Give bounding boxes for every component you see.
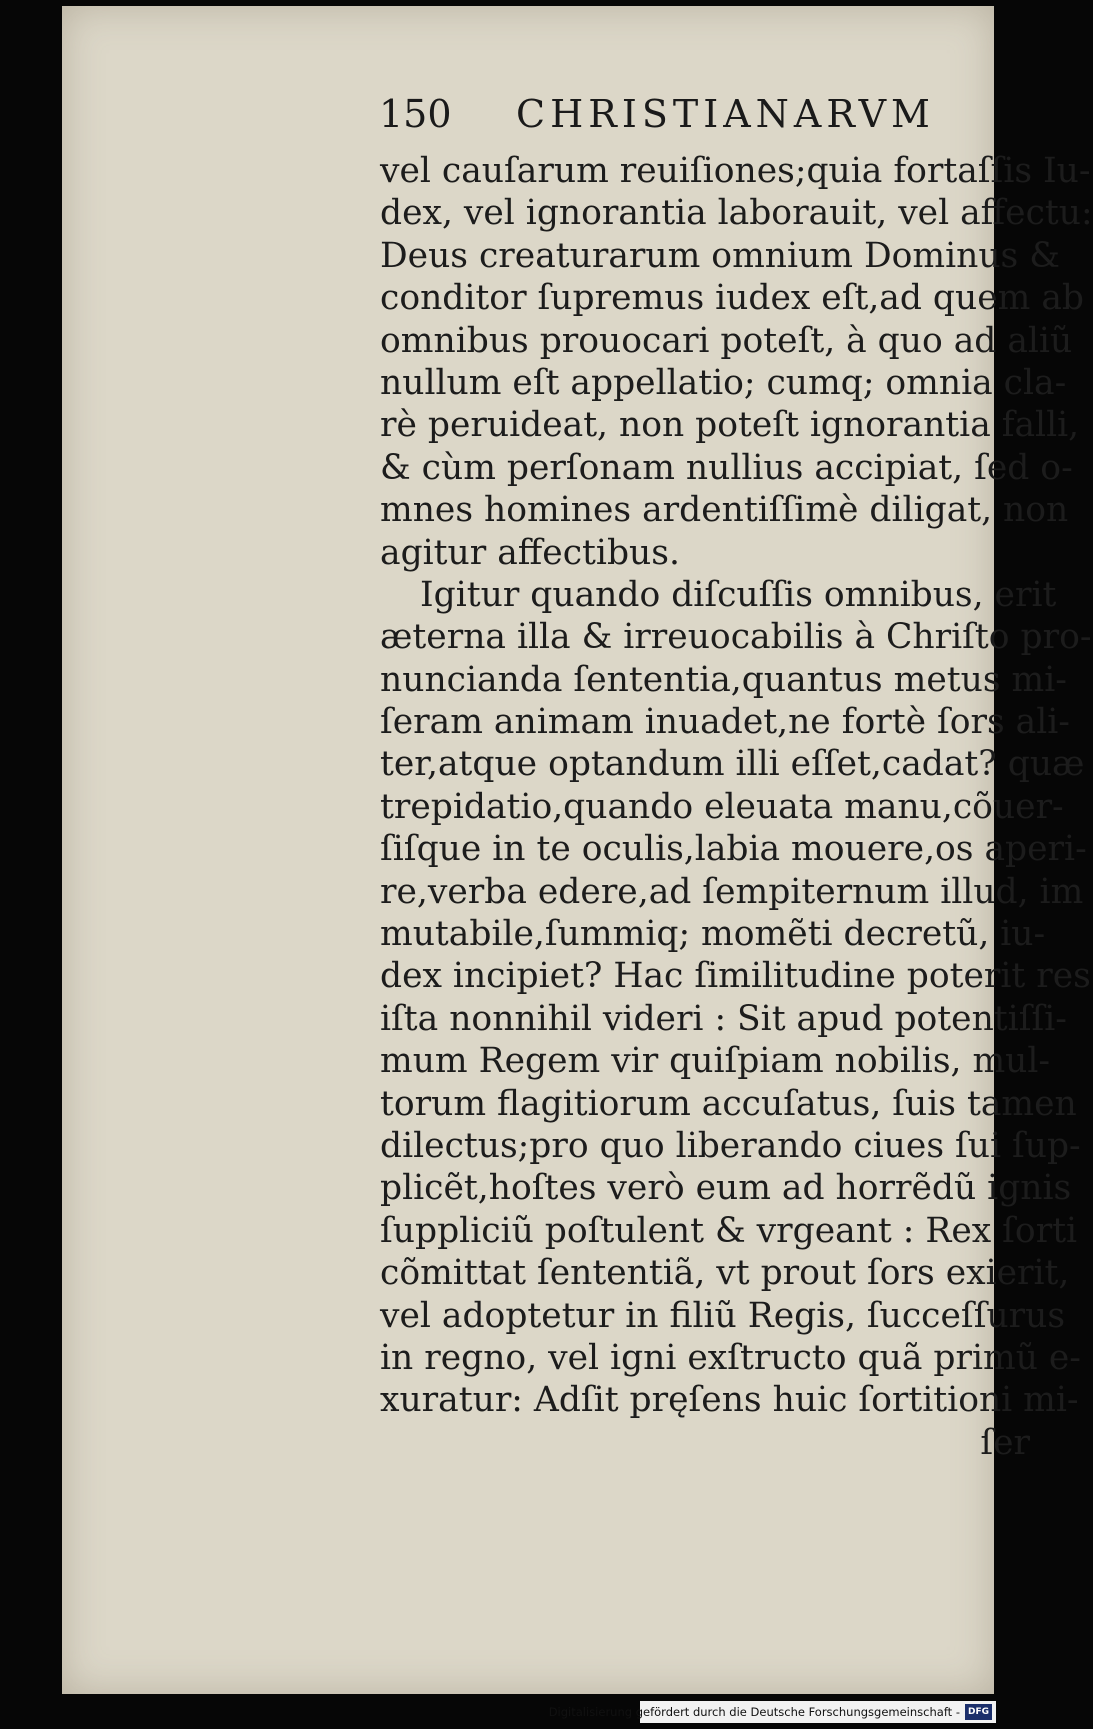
text-line: plicẽt,hoſtes verò eum ad horrẽdũ ignis — [380, 1168, 1072, 1209]
text-line: omnibus prouocari poteſt, à quo ad aliũ — [380, 320, 1073, 361]
text-line: ſeram animam inuadet,ne fortè ſors ali- — [380, 702, 1070, 743]
paragraph-start-line: Igitur quando diſcuſſis omnibus, erit — [420, 574, 1057, 615]
book-page — [62, 6, 1093, 1694]
text-line: ſuppliciũ poſtulent & vrgeant : Rex ſorti — [380, 1210, 1078, 1251]
text-line: cõmittat ſententiã, vt prout ſors exierit, — [380, 1253, 1070, 1294]
text-line: trepidatio,quando eleuata manu,cõuer- — [380, 786, 1064, 827]
text-line: & cùm perſonam nullius accipiat, ſed o- — [380, 447, 1073, 488]
text-line: dex incipiet? Hac ſimilitudine poterit res — [380, 956, 1091, 997]
page-number: 150 — [379, 92, 452, 136]
text-line: æterna illa & irreuocabilis à Chriſto pro- — [380, 617, 1092, 658]
text-line: mum Regem vir quiſpiam nobilis, mul- — [380, 1041, 1051, 1082]
text-line: Deus creaturarum omnium Dominus & — [380, 235, 1060, 276]
text-line: nuncianda ſententia,quantus metus mi- — [380, 659, 1067, 700]
text-line: mnes homines ardentiſſimè diligat, non — [380, 490, 1069, 531]
text-line: vel adoptetur in filiũ Regis, ſucceſſurus — [380, 1295, 1066, 1336]
running-title: CHRISTIANARVM — [516, 92, 935, 136]
page-header — [379, 92, 939, 144]
catchword: ſer — [980, 1422, 1030, 1463]
credit-text: Digitalisierung gefördert durch die Deutsche Forschungsgemeinschaft - — [548, 1705, 960, 1719]
text-line: iſta nonnihil videri : Sit apud potentiſſi- — [380, 998, 1067, 1039]
text-line: ſiſque in te oculis,labia mouere,os aperi- — [380, 829, 1087, 870]
digitization-credit — [548, 1701, 996, 1723]
text-line: ter,atque optandum illi eſſet,cadat? quæ — [380, 744, 1085, 785]
text-line: torum flagitiorum accuſatus, ſuis tamen — [380, 1083, 1077, 1124]
text-line: rè peruideat, non poteſt ignorantia falli, — [380, 405, 1080, 446]
text-line: mutabile,ſummiq; momẽti decretũ, iu- — [380, 914, 1046, 955]
text-line: vel cauſarum reuiſiones;quia fortaſſis Iu- — [380, 151, 1091, 191]
text-line: nullum eſt appellatio; cumq; omnia cla- — [380, 362, 1067, 403]
text-line: conditor ſupremus iudex eſt,ad quem ab — [380, 278, 1084, 319]
text-line: agitur affectibus. — [380, 532, 680, 573]
text-line: dilectus;pro quo liberando ciues ſui ſup- — [380, 1125, 1081, 1166]
text-line: in regno, vel igni exſtructo quã primũ e- — [380, 1337, 1081, 1378]
text-line: xuratur: Adſit pręſens huic ſortitioni mi- — [380, 1380, 1079, 1421]
text-line: re,verba edere,ad ſempiternum illud, im — [380, 871, 1084, 912]
body-text — [380, 150, 1093, 1464]
text-line: dex, vel ignorantia laborauit, vel affectu: — [380, 193, 1093, 234]
dfg-logo: DFG — [965, 1704, 992, 1720]
